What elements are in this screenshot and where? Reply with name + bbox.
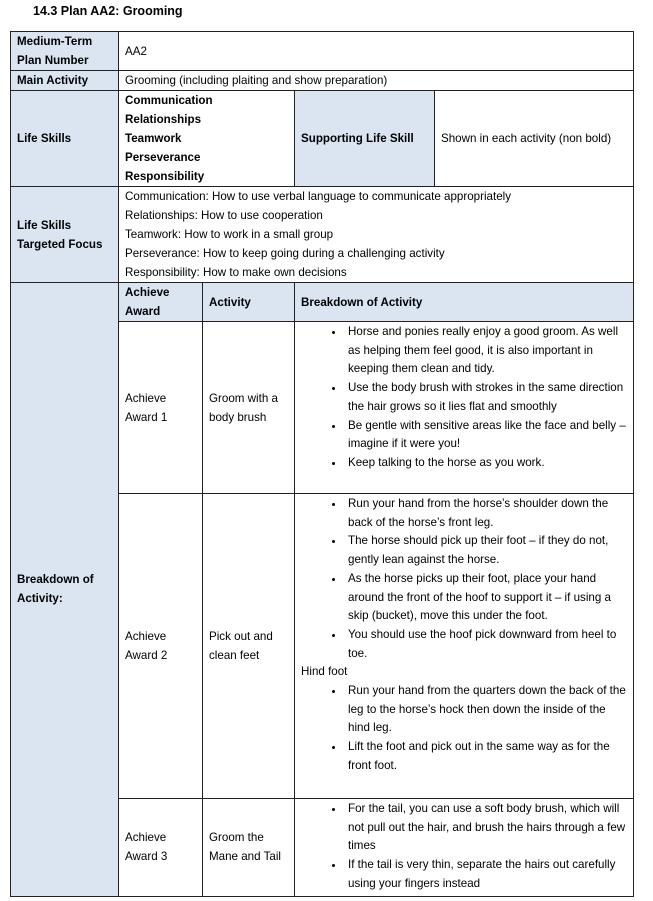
bullet-item: • Be gentle with sensitive areas like the face and belly – imagine if it were you! [345, 417, 627, 454]
breakdown-header-row [11, 283, 634, 322]
bullet-item: • As the horse picks up their foot, place your hand around the front of the hoof to support it – if using a skip (bucket), move this under the foot. [345, 570, 627, 626]
award-activity: Pick out and clean feet [203, 494, 295, 799]
bullet-item: • Keep talking to the horse as you work. [345, 454, 627, 473]
bullet-item: • Horse and ponies really enjoy a good groom. As well as helping them feel good, it is also important in keeping them clean and tidy. [345, 323, 627, 379]
targeted-focus-label: Life Skills Targeted Focus [11, 187, 119, 283]
award-name: Achieve Award 1 [119, 322, 203, 494]
targeted-focus-item: Perseverance: How to keep going during a challenging activity [125, 247, 445, 260]
bullet-item: • If the tail is very thin, separate the hairs out carefully using your fingers instead [345, 856, 627, 893]
bullet-list [301, 495, 627, 663]
targeted-focus-item: Teamwork: How to work in a small group [125, 228, 334, 241]
life-skill-item: Teamwork [125, 132, 182, 145]
header-activity: Activity [203, 283, 295, 322]
targeted-focus-row [11, 187, 634, 283]
supporting-life-skill-label: Supporting Life Skill [295, 91, 435, 187]
life-skill-item: Communication [125, 94, 213, 107]
life-skill-item: Perseverance [125, 151, 201, 164]
life-skill-item: Responsibility [125, 170, 205, 183]
bullet-item: • Run your hand from the horse’s shoulder down the back of the horse’s front leg. [345, 495, 627, 532]
award-activity: Groom the Mane and Tail [203, 799, 295, 897]
award-name: Achieve Award 3 [119, 799, 203, 897]
header-achieve-award: Achieve Award [119, 283, 203, 322]
award-breakdown [295, 322, 634, 494]
award-name: Achieve Award 2 [119, 494, 203, 799]
bullet-item: • The horse should pick up their foot – if they do not, gently lean against the horse. [345, 532, 627, 569]
bullet-list [301, 800, 627, 894]
bullet-item: • Use the body brush with strokes in the same direction the hair grows so it lies flat and smoothly [345, 379, 627, 416]
plan-number-label: Medium-Term Plan Number [11, 32, 119, 71]
hind-foot-label: Hind foot [301, 665, 348, 679]
plan-number-value: AA2 [119, 32, 634, 71]
plan-number-row [11, 32, 634, 71]
bullet-item: • Run your hand from the quarters down the back of the leg to the horse’s hock then down the inside of the hind leg. [345, 682, 627, 738]
main-activity-value: Grooming (including plaiting and show preparation) [119, 71, 634, 91]
targeted-focus-item: Communication: How to use verbal language to communicate appropriately [125, 190, 512, 203]
targeted-focus-item: Relationships: How to use cooperation [125, 209, 323, 222]
main-activity-label: Main Activity [11, 71, 119, 91]
targeted-focus-item: Responsibility: How to make own decisions [125, 266, 347, 279]
supporting-life-skill-value: Shown in each activity (non bold) [435, 91, 634, 187]
bullet-item: • For the tail, you can use a soft body brush, which will not pull out the hair, and brush the hairs through a few times [345, 800, 627, 856]
award-activity: Groom with a body brush [203, 322, 295, 494]
life-skill-item: Relationships [125, 113, 202, 126]
award-breakdown [295, 799, 634, 897]
breakdown-label: Breakdown of Activity: [11, 283, 119, 897]
main-activity-row [11, 71, 634, 91]
targeted-focus-list [119, 187, 634, 283]
bullet-list [301, 323, 627, 473]
life-skills-label: Life Skills [11, 91, 119, 187]
bullet-item: • You should use the hoof pick downward from heel to toe. [345, 626, 627, 663]
plan-table [10, 31, 634, 897]
bullet-list [301, 682, 627, 776]
life-skills-list [119, 91, 295, 187]
award-breakdown [295, 494, 634, 799]
page-heading: 14.3 Plan AA2: Grooming [33, 4, 183, 18]
life-skills-row [11, 91, 634, 187]
bullet-item: • Lift the foot and pick out in the same way as for the front foot. [345, 738, 627, 775]
header-breakdown: Breakdown of Activity [295, 283, 634, 322]
